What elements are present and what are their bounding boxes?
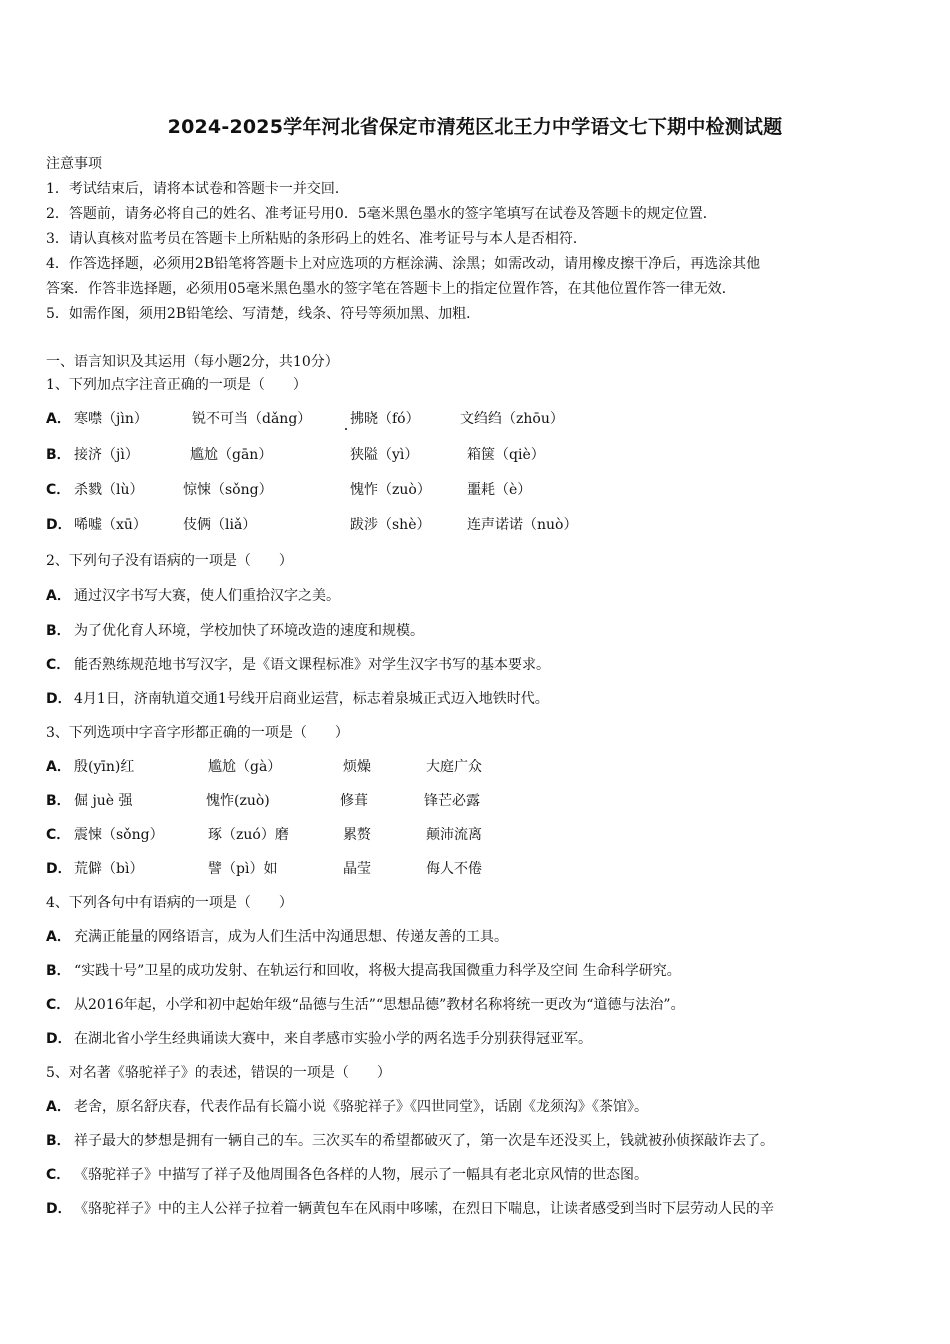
q3-option-d [46, 859, 74, 879]
option-letter: A． [46, 588, 71, 604]
question-1-stem: 1、下列加点字注音正确的一项是（ ） [46, 377, 307, 393]
q1-b-item-2: 尴尬（gān） [190, 447, 273, 463]
q1-c-item-4: 噩耗（è） [467, 482, 532, 498]
q3-c-item-2: 琢（zuó）磨 [208, 827, 289, 843]
q1-d-item-4: 连声诺诺（nuò） [467, 517, 578, 533]
emphasis-dot [345, 428, 347, 430]
option-text: 通过汉字书写大赛，使人们重拾汉字之美。 [74, 588, 340, 604]
q5-option-a [46, 1097, 648, 1117]
q3-d-item-3: 晶莹 [343, 861, 371, 877]
q4-option-a [46, 927, 508, 947]
q3-c-item-4: 颠沛流离 [426, 827, 482, 843]
q1-option-b [46, 445, 74, 465]
option-letter: A． [46, 1099, 71, 1115]
q1-b-item-1: 接济（jì） [74, 447, 139, 463]
option-letter: A． [46, 929, 71, 945]
question-4-stem: 4、下列各句中有语病的一项是（ ） [46, 895, 293, 911]
q5-option-b [46, 1131, 774, 1151]
section-heading: 一、语言知识及其运用（每小题2分，共10分） [46, 354, 339, 370]
option-letter: D． [46, 861, 72, 877]
option-text: “实践十号”卫星的成功发射、在轨运行和回收，将极大提高我国微重力科学及空间 生命科学研究。 [74, 963, 681, 979]
q1-a-item-1: 寒噤（jìn） [74, 411, 148, 427]
q3-d-item-4: 侮人不倦 [426, 861, 482, 877]
option-letter: B． [46, 793, 71, 809]
q1-c-item-2: 惊悚（sǒng） [183, 482, 273, 498]
q2-option-c [46, 655, 550, 675]
q3-a-item-4: 大庭广众 [426, 759, 482, 775]
option-letter: D． [46, 1201, 72, 1217]
option-letter: D． [46, 517, 72, 533]
q2-option-a [46, 586, 340, 606]
q4-option-c [46, 995, 685, 1015]
q3-option-b [46, 791, 74, 811]
option-text: 4月1日，济南轨道交通1号线开启商业运营，标志着泉城正式迈入地铁时代。 [74, 691, 549, 707]
option-letter: A． [46, 759, 71, 775]
q3-a-item-3: 烦燥 [343, 759, 371, 775]
q3-b-item-2: 愧怍(zuò) [206, 793, 270, 809]
question-3-stem: 3、下列选项中字音字形都正确的一项是（ ） [46, 725, 349, 741]
option-text: 《骆驼祥子》中描写了祥子及他周围各色各样的人物，展示了一幅具有老北京风情的世态图。 [74, 1167, 648, 1183]
q4-option-d [46, 1029, 592, 1049]
q3-option-a [46, 757, 74, 777]
option-text: 为了优化育人环境，学校加快了环境改造的速度和规模。 [74, 623, 424, 639]
q1-c-item-1: 杀戮（lù） [74, 482, 144, 498]
q1-option-a [46, 409, 74, 429]
notice-item: 5．如需作图，须用2B铅笔绘、写清楚，线条、符号等须加黑、加粗． [46, 306, 481, 322]
q1-d-item-2: 伎俩（liǎ） [183, 517, 257, 533]
option-letter: B． [46, 1133, 71, 1149]
option-text: 老舍，原名舒庆春，代表作品有长篇小说《骆驼祥子》《四世同堂》，话剧《龙须沟》《茶馆》。 [74, 1099, 648, 1115]
q3-option-c [46, 825, 74, 845]
q1-c-item-3: 愧怍（zuò） [350, 482, 431, 498]
q4-option-b [46, 961, 681, 981]
q3-b-item-3: 修葺 [340, 793, 368, 809]
option-text: 能否熟练规范地书写汉字，是《语文课程标准》对学生汉字书写的基本要求。 [74, 657, 550, 673]
notice-item: 4．作答选择题，必须用2B铅笔将答题卡上对应选项的方框涂满、涂黑；如需改动，请用橡皮擦干净后，再选涂其他 [46, 256, 761, 272]
q1-d-item-3: 跋涉（shè） [350, 517, 431, 533]
option-text: 从2016年起，小学和初中起始年级“品德与生活”“思想品德”教材名称将统一更改为“道德与法治”。 [74, 997, 685, 1013]
notice-block [46, 152, 916, 327]
option-letter: C． [46, 827, 71, 843]
q1-option-d [46, 515, 74, 535]
q3-b-item-1: 倔 juè 强 [74, 793, 133, 809]
q3-b-item-4: 锋芒必露 [424, 793, 480, 809]
notice-item: 1．考试结束后，请将本试卷和答题卡一并交回． [46, 181, 349, 197]
option-text: 在湖北省小学生经典诵读大赛中，来自孝感市实验小学的两名选手分别获得冠亚军。 [74, 1031, 592, 1047]
q3-c-item-1: 震悚（sǒng） [74, 827, 164, 843]
q2-option-d [46, 689, 549, 709]
option-letter: C． [46, 1167, 71, 1183]
option-text: 《骆驼祥子》中的主人公祥子拉着一辆黄包车在风雨中哆嗦，在烈日下喘息，让读者感受到当时下层劳动人民的辛 [74, 1201, 774, 1217]
option-letter: D． [46, 1031, 72, 1047]
q1-b-item-3: 狭隘（yì） [350, 447, 419, 463]
option-letter: C． [46, 482, 71, 498]
q2-option-b [46, 621, 424, 641]
q5-option-c [46, 1165, 648, 1185]
q1-d-item-1: 唏嘘（xū） [74, 517, 147, 533]
q1-a-item-3: 拂晓（fó） [350, 411, 420, 427]
option-letter: B． [46, 963, 71, 979]
notice-item: 答案．作答非选择题，必须用05毫米黑色墨水的签字笔在答题卡上的指定位置作答，在其他位置作答一律无效． [46, 281, 736, 297]
q3-d-item-2: 譬（pì）如 [208, 861, 278, 877]
q5-option-d [46, 1199, 774, 1219]
q1-a-item-2: 锐不可当（dǎng） [192, 411, 312, 427]
option-letter: C． [46, 997, 71, 1013]
option-letter: D． [46, 691, 72, 707]
option-text: 充满正能量的网络语言，成为人们生活中沟通思想、传递友善的工具。 [74, 929, 508, 945]
option-letter: A． [46, 411, 71, 427]
q3-a-item-1: 殷(yīn)红 [74, 759, 135, 775]
option-letter: B． [46, 623, 71, 639]
q3-c-item-3: 累赘 [343, 827, 371, 843]
q3-a-item-2: 尴尬（gà） [208, 759, 282, 775]
question-5-stem: 5、对名著《骆驼祥子》的表述，错误的一项是（ ） [46, 1065, 391, 1081]
page-title: 2024-2025学年河北省保定市清苑区北王力中学语文七下期中检测试题 [167, 116, 783, 138]
q3-d-item-1: 荒僻（bì） [74, 861, 144, 877]
q1-option-c [46, 480, 74, 500]
q1-b-item-4: 箱箧（qiè） [467, 447, 545, 463]
option-letter: C． [46, 657, 71, 673]
q1-a-item-4: 文绉绉（zhōu） [460, 411, 564, 427]
notice-item: 2．答题前，请务必将自己的姓名、准考证号用0．5毫米黑色墨水的签字笔填写在试卷及答题卡的规定位置． [46, 206, 717, 222]
option-letter: B． [46, 447, 71, 463]
notice-item: 3．请认真核对监考员在答题卡上所粘贴的条形码上的姓名、准考证号与本人是否相符． [46, 231, 587, 247]
option-text: 祥子最大的梦想是拥有一辆自己的车。三次买车的希望都破灭了，第一次是车还没买上，钱就被孙侦探敲诈去了。 [74, 1133, 774, 1149]
notice-heading: 注意事项 [46, 156, 102, 172]
question-2-stem: 2、下列句子没有语病的一项是（ ） [46, 553, 293, 569]
